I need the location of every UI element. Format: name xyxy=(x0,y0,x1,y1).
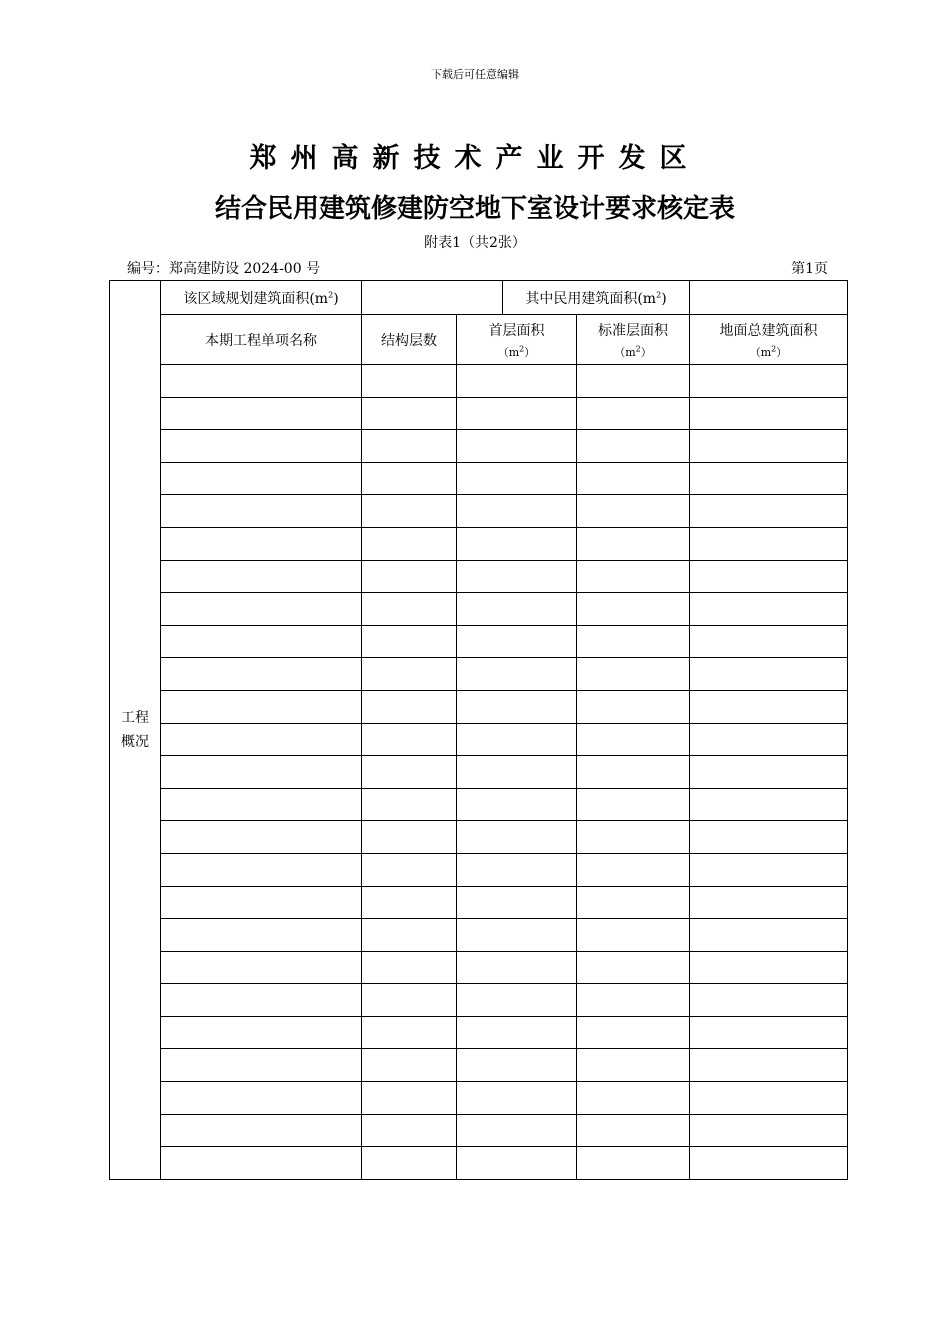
cell-project-name[interactable] xyxy=(161,1016,362,1049)
cell-floors[interactable] xyxy=(362,951,457,984)
cell-floors[interactable] xyxy=(362,690,457,723)
table-row xyxy=(110,1114,848,1147)
table-row xyxy=(110,756,848,789)
cell-floors[interactable] xyxy=(362,658,457,691)
cell-floors[interactable] xyxy=(362,853,457,886)
cell-total-area[interactable] xyxy=(690,951,848,984)
table-row xyxy=(110,690,848,723)
cell-standard-floor-area[interactable] xyxy=(577,625,690,658)
area-summary-row xyxy=(110,281,848,315)
cell-first-floor-area[interactable] xyxy=(457,527,577,560)
cell-first-floor-area[interactable] xyxy=(457,919,577,952)
table-row xyxy=(110,1016,848,1049)
cell-floors[interactable] xyxy=(362,495,457,528)
cell-total-area[interactable] xyxy=(690,1114,848,1147)
cell-standard-floor-area[interactable] xyxy=(577,1016,690,1049)
civil-area-label: 其中民用建筑面积$(m^2)$ xyxy=(503,281,690,315)
table-row xyxy=(110,365,848,398)
cell-project-name[interactable] xyxy=(161,919,362,952)
cell-total-area[interactable] xyxy=(690,690,848,723)
cell-total-area[interactable] xyxy=(690,527,848,560)
cell-floors[interactable] xyxy=(362,1147,457,1180)
table-row xyxy=(110,821,848,854)
cell-standard-floor-area[interactable] xyxy=(577,690,690,723)
cell-standard-floor-area[interactable] xyxy=(577,658,690,691)
cell-floors[interactable] xyxy=(362,527,457,560)
table-row xyxy=(110,951,848,984)
cell-floors[interactable] xyxy=(362,462,457,495)
cell-project-name[interactable] xyxy=(161,821,362,854)
attachment-label: 附表1（共2张） xyxy=(424,235,526,251)
cell-standard-floor-area[interactable] xyxy=(577,495,690,528)
cell-first-floor-area[interactable] xyxy=(457,853,577,886)
document-title-form: 结合民用建筑修建防空地下室设计要求核定表 xyxy=(214,194,735,224)
cell-standard-floor-area[interactable] xyxy=(577,560,690,593)
cell-first-floor-area[interactable] xyxy=(457,625,577,658)
cell-floors[interactable] xyxy=(362,756,457,789)
cell-standard-floor-area[interactable] xyxy=(577,1049,690,1082)
cell-first-floor-area[interactable] xyxy=(457,495,577,528)
column-header-row xyxy=(110,315,848,365)
cell-total-area[interactable] xyxy=(690,495,848,528)
cell-standard-floor-area[interactable] xyxy=(577,756,690,789)
cell-first-floor-area[interactable] xyxy=(457,593,577,626)
cell-total-area[interactable] xyxy=(690,1016,848,1049)
cell-floors[interactable] xyxy=(362,886,457,919)
cell-first-floor-area[interactable] xyxy=(457,723,577,756)
cell-standard-floor-area[interactable] xyxy=(577,430,690,463)
cell-standard-floor-area[interactable] xyxy=(577,1114,690,1147)
cell-standard-floor-area[interactable] xyxy=(577,723,690,756)
cell-standard-floor-area[interactable] xyxy=(577,788,690,821)
col-header-first-floor-area: 首层面积 $(m^2)$ xyxy=(457,315,577,365)
cell-first-floor-area[interactable] xyxy=(457,1049,577,1082)
serial-number: 编号：郑高建防设 2024-00 号 xyxy=(127,261,321,277)
table-row xyxy=(110,788,848,821)
cell-project-name[interactable] xyxy=(161,625,362,658)
cell-total-area[interactable] xyxy=(690,658,848,691)
cell-project-name[interactable] xyxy=(161,593,362,626)
cell-project-name[interactable] xyxy=(161,853,362,886)
cell-total-area[interactable] xyxy=(690,919,848,952)
table-row xyxy=(110,560,848,593)
cell-total-area[interactable] xyxy=(690,821,848,854)
table-row xyxy=(110,593,848,626)
table-row xyxy=(110,919,848,952)
download-note: 下载后可任意编辑 xyxy=(431,68,519,81)
cell-standard-floor-area[interactable] xyxy=(577,462,690,495)
cell-total-area[interactable] xyxy=(690,430,848,463)
table-row xyxy=(110,984,848,1017)
cell-first-floor-area[interactable] xyxy=(457,984,577,1017)
cell-first-floor-area[interactable] xyxy=(457,1147,577,1180)
cell-total-area[interactable] xyxy=(690,723,848,756)
cell-project-name[interactable] xyxy=(161,788,362,821)
col-header-standard-floor-area: 标准层面积 $(m^2)$ xyxy=(577,315,690,365)
cell-total-area[interactable] xyxy=(690,984,848,1017)
cell-floors[interactable] xyxy=(362,1114,457,1147)
cell-floors[interactable] xyxy=(362,560,457,593)
cell-standard-floor-area[interactable] xyxy=(577,1082,690,1115)
cell-total-area[interactable] xyxy=(690,365,848,398)
cell-project-name[interactable] xyxy=(161,527,362,560)
cell-floors[interactable] xyxy=(362,788,457,821)
table-row xyxy=(110,397,848,430)
cell-total-area[interactable] xyxy=(690,886,848,919)
col-header-floors: 结构层数 xyxy=(362,315,457,365)
cell-first-floor-area[interactable] xyxy=(457,788,577,821)
cell-standard-floor-area[interactable] xyxy=(577,365,690,398)
cell-floors[interactable] xyxy=(362,397,457,430)
table-row xyxy=(110,1082,848,1115)
cell-first-floor-area[interactable] xyxy=(457,886,577,919)
cell-total-area[interactable] xyxy=(690,1049,848,1082)
cell-project-name[interactable] xyxy=(161,984,362,1017)
cell-total-area[interactable] xyxy=(690,625,848,658)
cell-floors[interactable] xyxy=(362,625,457,658)
cell-project-name[interactable] xyxy=(161,690,362,723)
cell-standard-floor-area[interactable] xyxy=(577,984,690,1017)
cell-project-name[interactable] xyxy=(161,462,362,495)
cell-floors[interactable] xyxy=(362,1082,457,1115)
cell-total-area[interactable] xyxy=(690,560,848,593)
col-header-project-name: 本期工程单项名称 xyxy=(161,315,362,365)
cell-project-name[interactable] xyxy=(161,1049,362,1082)
cell-standard-floor-area[interactable] xyxy=(577,1147,690,1180)
col-header-total-area: 地面总建筑面积 $(m^2)$ xyxy=(690,315,848,365)
cell-project-name[interactable] xyxy=(161,951,362,984)
table-row xyxy=(110,723,848,756)
cell-total-area[interactable] xyxy=(690,593,848,626)
cell-total-area[interactable] xyxy=(690,397,848,430)
cell-project-name[interactable] xyxy=(161,1114,362,1147)
cell-first-floor-area[interactable] xyxy=(457,821,577,854)
cell-total-area[interactable] xyxy=(690,1082,848,1115)
cell-floors[interactable] xyxy=(362,1016,457,1049)
cell-project-name[interactable] xyxy=(161,495,362,528)
cell-project-name[interactable] xyxy=(161,430,362,463)
cell-floors[interactable] xyxy=(362,365,457,398)
cell-project-name[interactable] xyxy=(161,723,362,756)
cell-total-area[interactable] xyxy=(690,788,848,821)
table-row xyxy=(110,430,848,463)
planned-area-value[interactable] xyxy=(362,281,503,315)
cell-floors[interactable] xyxy=(362,919,457,952)
table-row xyxy=(110,1147,848,1180)
cell-first-floor-area[interactable] xyxy=(457,430,577,463)
cell-total-area[interactable] xyxy=(690,853,848,886)
cell-standard-floor-area[interactable] xyxy=(577,951,690,984)
table-row xyxy=(110,495,848,528)
cell-project-name[interactable] xyxy=(161,1082,362,1115)
cell-project-name[interactable] xyxy=(161,1147,362,1180)
cell-floors[interactable] xyxy=(362,723,457,756)
cell-total-area[interactable] xyxy=(690,756,848,789)
cell-project-name[interactable] xyxy=(161,658,362,691)
page-number: 第1页 xyxy=(791,261,828,277)
cell-standard-floor-area[interactable] xyxy=(577,919,690,952)
cell-project-name[interactable] xyxy=(161,886,362,919)
cell-first-floor-area[interactable] xyxy=(457,1016,577,1049)
cell-standard-floor-area[interactable] xyxy=(577,397,690,430)
table-row xyxy=(110,462,848,495)
table-row xyxy=(110,527,848,560)
cell-project-name[interactable] xyxy=(161,397,362,430)
project-overview-label: 工程 概况 xyxy=(110,281,161,1180)
cell-floors[interactable] xyxy=(362,430,457,463)
cell-floors[interactable] xyxy=(362,1049,457,1082)
cell-first-floor-area[interactable] xyxy=(457,690,577,723)
cell-project-name[interactable] xyxy=(161,756,362,789)
cell-first-floor-area[interactable] xyxy=(457,462,577,495)
table-row xyxy=(110,853,848,886)
cell-total-area[interactable] xyxy=(690,462,848,495)
cell-first-floor-area[interactable] xyxy=(457,1082,577,1115)
cell-first-floor-area[interactable] xyxy=(457,951,577,984)
cell-standard-floor-area[interactable] xyxy=(577,593,690,626)
cell-standard-floor-area[interactable] xyxy=(577,886,690,919)
cell-standard-floor-area[interactable] xyxy=(577,821,690,854)
cell-project-name[interactable] xyxy=(161,365,362,398)
cell-first-floor-area[interactable] xyxy=(457,560,577,593)
cell-floors[interactable] xyxy=(362,821,457,854)
cell-first-floor-area[interactable] xyxy=(457,1114,577,1147)
table-row xyxy=(110,1049,848,1082)
cell-standard-floor-area[interactable] xyxy=(577,853,690,886)
cell-floors[interactable] xyxy=(362,984,457,1017)
cell-first-floor-area[interactable] xyxy=(457,658,577,691)
cell-first-floor-area[interactable] xyxy=(457,365,577,398)
document-title-district: 郑州高新技术产业开发区 xyxy=(249,143,701,174)
cell-standard-floor-area[interactable] xyxy=(577,527,690,560)
table-row xyxy=(110,625,848,658)
table-row xyxy=(110,658,848,691)
planned-area-label: 该区域规划建筑面积$(m^2)$ xyxy=(161,281,362,315)
cell-total-area[interactable] xyxy=(690,1147,848,1180)
cell-project-name[interactable] xyxy=(161,560,362,593)
cell-first-floor-area[interactable] xyxy=(457,397,577,430)
verification-table xyxy=(109,280,848,1180)
civil-area-value[interactable] xyxy=(690,281,848,315)
cell-first-floor-area[interactable] xyxy=(457,756,577,789)
table-row xyxy=(110,886,848,919)
cell-floors[interactable] xyxy=(362,593,457,626)
